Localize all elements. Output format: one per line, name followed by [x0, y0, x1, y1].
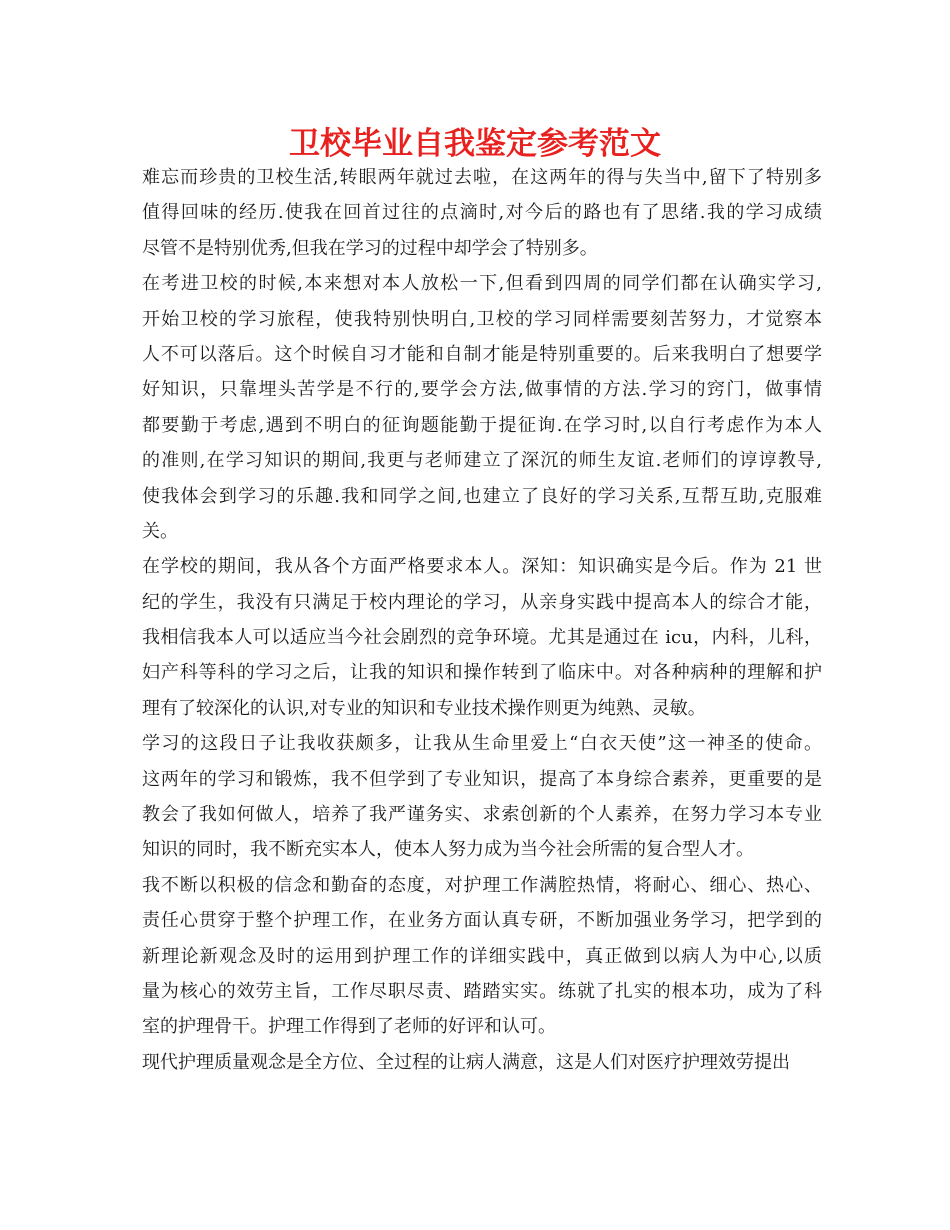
text-line: 责任心贯穿于整个护理工作，在业务方面认真专研，不断加强业务学习，把学到的 [142, 910, 822, 932]
text-line: 都要勤于考虑,遇到不明白的征询题能勤于提征询.在学习时,以自行考虑作为本人 [142, 414, 822, 436]
text-line: 教会了我如何做人，培养了我严谨务实、求索创新的个人素养，在努力学习本专业 [142, 804, 822, 826]
paragraph [142, 266, 822, 549]
text-line: 理有了较深化的认识,对专业的知识和专业技术操作则更为纯熟、灵敏。 [142, 697, 706, 719]
paragraph [142, 868, 822, 1045]
text-line: 我相信我本人可以适应当今社会剧烈的竞争环境。尤其是通过在 icu，内科，儿科， [142, 627, 822, 649]
document-body [142, 160, 822, 1080]
text-line: 难忘而珍贵的卫校生活,转眼两年就过去啦，在这两年的得与失当中,留下了特别多 [142, 167, 822, 188]
text-line: 的准则,在学习知识的期间,我更与老师建立了深沉的师生友谊.老师们的谆谆教导, [142, 450, 822, 472]
paragraph [142, 1045, 822, 1080]
text-line: 知识的同时，我不断充实本人，使本人努力成为当今社会所需的复合型人才。 [142, 839, 754, 861]
text-line: 使我体会到学习的乐趣.我和同学之间,也建立了良好的学习关系,互帮互助,克服难 [142, 485, 822, 507]
text-line: 学习的这段日子让我收获颇多，让我从生命里爱上“白衣天使”这一神圣的使命。 [142, 733, 822, 755]
paragraph [142, 160, 822, 266]
text-line: 人不可以落后。这个时候自习才能和自制才能是特别重要的。后来我明白了想要学 [142, 343, 822, 365]
text-line: 现代护理质量观念是全方位、全过程的让病人满意，这是人们对医疗护理效劳提出 [142, 1051, 790, 1073]
text-line: 值得回味的经历.使我在回首过往的点滴时,对今后的路也有了思绪.我的学习成绩 [142, 202, 822, 224]
text-line: 好知识，只靠埋头苦学是不行的,要学会方法,做事情的方法.学习的窍门，做事情 [142, 379, 822, 401]
text-line: 开始卫校的学习旅程，使我特别快明白,卫校的学习同样需要刻苦努力，才觉察本 [142, 308, 822, 330]
text-line: 室的护理骨干。护理工作得到了老师的好评和认可。 [142, 1016, 556, 1038]
text-line: 在学校的期间，我从各个方面严格要求本人。深知：知识确实是今后。作为 21 世 [142, 556, 822, 578]
text-line: 关。 [142, 520, 178, 542]
text-line: 尽管不是特别优秀,但我在学习的过程中却学会了特别多。 [142, 237, 598, 259]
text-line: 在考进卫校的时候,本来想对本人放松一下,但看到四周的同学们都在认确实学习, [142, 273, 822, 295]
paragraph [142, 549, 822, 726]
text-line: 我不断以积极的信念和勤奋的态度，对护理工作满腔热情，将耐心、细心、热心、 [142, 874, 822, 896]
text-line: 量为核心的效劳主旨，工作尽职尽责、踏踏实实。练就了扎实的根本功，成为了科 [142, 980, 822, 1002]
text-line: 纪的学生，我没有只满足于校内理论的学习，从亲身实践中提高本人的综合才能， [142, 591, 822, 613]
paragraph [142, 726, 822, 868]
document-title: 卫校毕业自我鉴定参考范文 [289, 126, 661, 162]
text-line: 这两年的学习和锻炼，我不但学到了专业知识，提高了本身综合素养，更重要的是 [142, 768, 822, 790]
text-line: 妇产科等科的学习之后，让我的知识和操作转到了临床中。对各种病种的理解和护 [142, 662, 822, 684]
text-line: 新理论新观念及时的运用到护理工作的详细实践中，真正做到以病人为中心,以质 [142, 945, 822, 967]
